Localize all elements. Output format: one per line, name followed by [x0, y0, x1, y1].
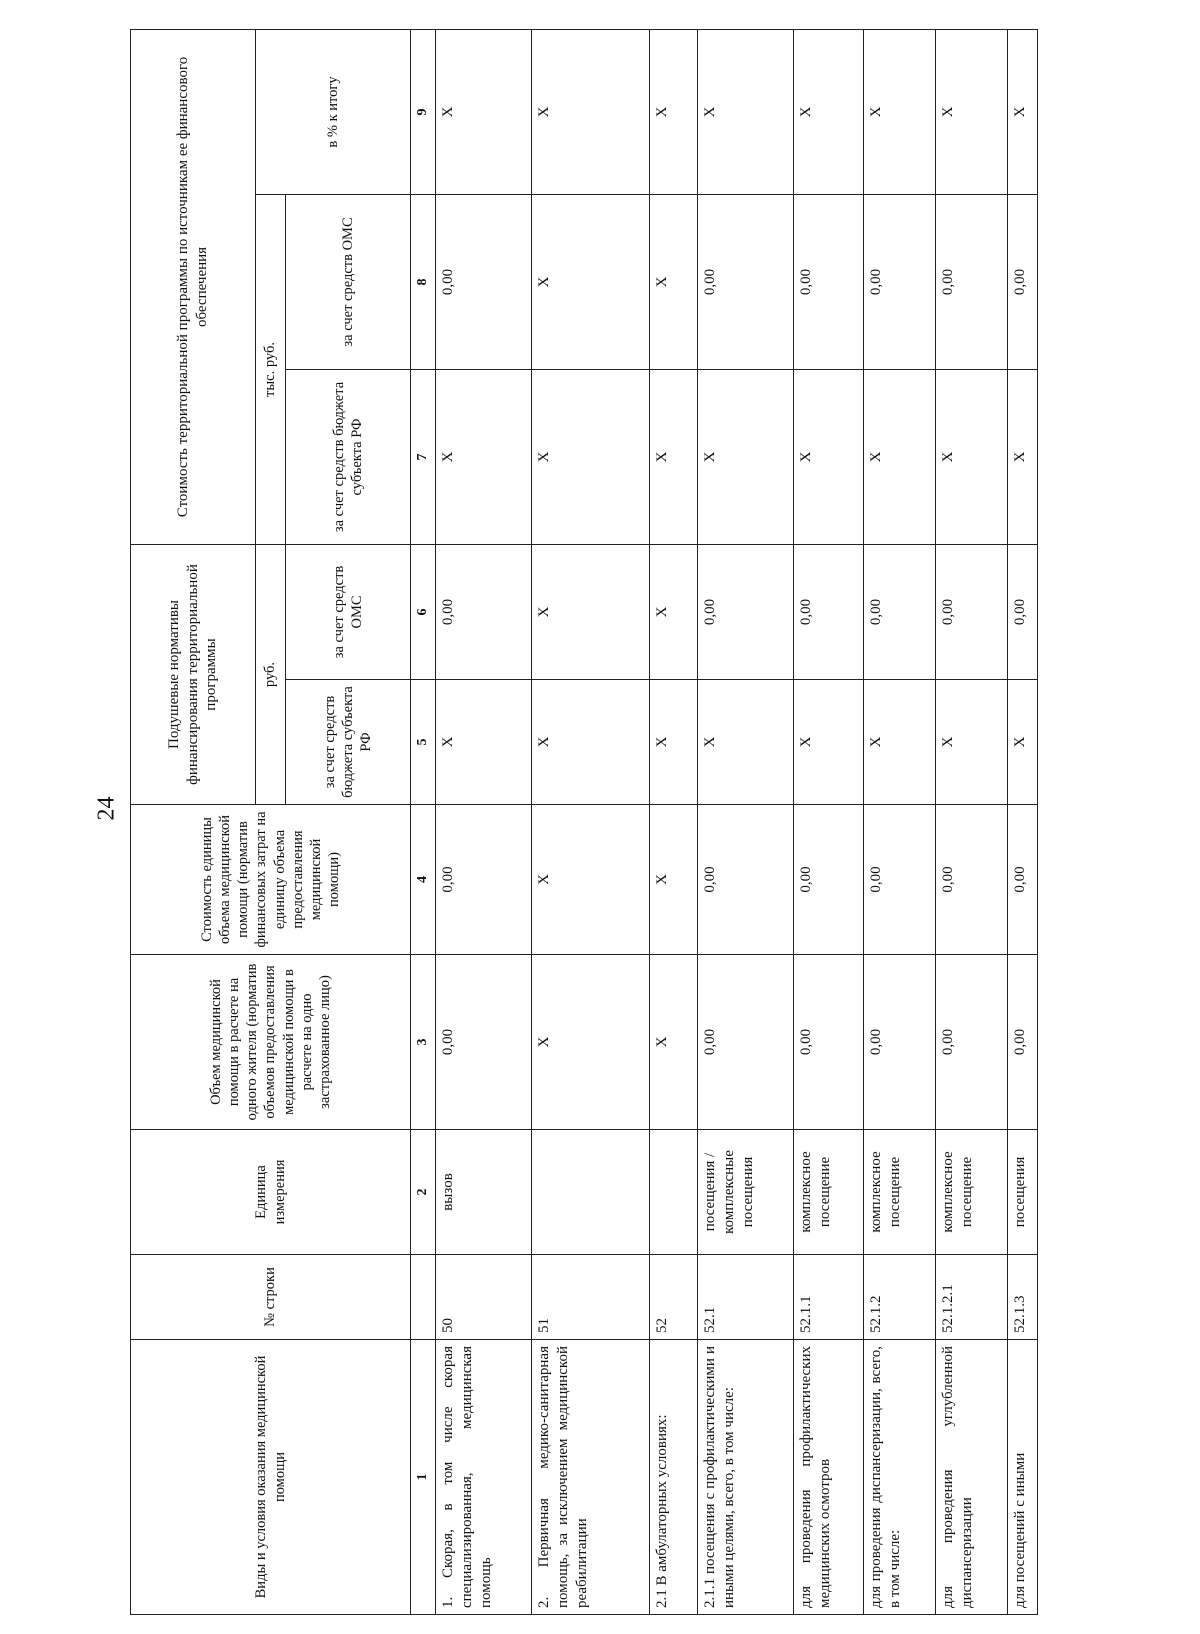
cell-unit: комплексное посещение	[936, 1130, 1008, 1255]
cell-budget-cost: X	[532, 369, 650, 544]
cell-row-number: 52.1	[698, 1255, 794, 1340]
cell-percent-total: X	[936, 29, 1008, 194]
header-kind: Виды и условия оказания медицинской помощи	[131, 1340, 411, 1615]
cell-volume: 0,00	[1008, 955, 1038, 1130]
table-row	[936, 29, 1008, 1614]
cell-budget-norm: X	[436, 680, 532, 805]
col-number: 1	[411, 1340, 436, 1615]
cell-kind: 1. Скорая, в том числе скорая специализированная, медицинская помощь	[436, 1340, 532, 1615]
table-row	[532, 29, 650, 1614]
cell-volume: 0,00	[864, 955, 936, 1130]
header-oms-cost: за счет средств ОМС	[286, 194, 411, 369]
header-budget-cost: за счет средств бюджета субъекта РФ	[286, 369, 411, 544]
header-unit-thous-rub: тыс. руб.	[256, 194, 286, 544]
cell-unit-cost: 0,00	[1008, 805, 1038, 955]
column-number-row	[411, 29, 436, 1614]
col-number: 5	[411, 680, 436, 805]
cell-unit: вызов	[436, 1130, 532, 1255]
cell-kind: для проведения углубленной диспансеризации	[936, 1340, 1008, 1615]
cell-budget-cost: X	[436, 369, 532, 544]
cell-budget-norm: X	[794, 680, 864, 805]
cell-oms-norm: 0,00	[794, 544, 864, 679]
cell-oms-cost: X	[532, 194, 650, 369]
cell-kind: для посещений с иными	[1008, 1340, 1038, 1615]
col-number: 7	[411, 369, 436, 544]
cell-unit	[650, 1130, 698, 1255]
cell-unit-cost: 0,00	[436, 805, 532, 955]
cell-budget-cost: X	[650, 369, 698, 544]
cell-oms-cost: 0,00	[698, 194, 794, 369]
cell-kind: для проведения профилактических медицинских осмотров	[794, 1340, 864, 1615]
cell-row-number: 52.1.3	[1008, 1255, 1038, 1340]
cell-budget-norm: X	[864, 680, 936, 805]
cell-oms-cost: 0,00	[1008, 194, 1038, 369]
cell-oms-cost: 0,00	[794, 194, 864, 369]
cell-budget-norm: X	[1008, 680, 1038, 805]
cell-oms-cost: 0,00	[436, 194, 532, 369]
cell-percent-total: X	[532, 29, 650, 194]
cell-unit-cost: X	[650, 805, 698, 955]
cell-oms-cost: X	[650, 194, 698, 369]
header-percent-total: в % к итогу	[256, 29, 411, 194]
table-row	[864, 29, 936, 1614]
cell-row-number: 52.1.2.1	[936, 1255, 1008, 1340]
cell-unit-cost: 0,00	[698, 805, 794, 955]
col-number: 9	[411, 29, 436, 194]
cell-unit: посещения / комплексные посещения	[698, 1130, 794, 1255]
cell-percent-total: X	[794, 29, 864, 194]
header-oms-norm: за счет средств ОМС	[286, 544, 411, 679]
header-unit-rub: руб.	[256, 544, 286, 804]
table-row	[698, 29, 794, 1614]
cell-oms-norm: X	[650, 544, 698, 679]
header-per-capita-norms: Подушевые нормативы финансирования территориальной программы	[131, 544, 256, 804]
cell-budget-cost: X	[936, 369, 1008, 544]
col-number: 3	[411, 955, 436, 1130]
cell-row-number: 51	[532, 1255, 650, 1340]
col-number: 2	[411, 1130, 436, 1255]
cell-oms-norm: 0,00	[1008, 544, 1038, 679]
cell-kind: для проведения диспансеризации, всего, в том числе:	[864, 1340, 936, 1615]
header-volume: Объем медицинской помощи в расчете на одного жителя (норматив объемов предоставления медицинской помощи в расчете на одно застрахованное лицо)	[131, 955, 411, 1130]
cell-kind: 2.1 В амбулаторных условиях:	[650, 1340, 698, 1615]
cell-budget-cost: X	[1008, 369, 1038, 544]
cell-kind: 2.1.1 посещения с профилактическими и иными целями, всего, в том числе:	[698, 1340, 794, 1615]
cell-percent-total: X	[436, 29, 532, 194]
cell-oms-cost: 0,00	[936, 194, 1008, 369]
cell-unit: комплексное посещение	[794, 1130, 864, 1255]
header-unit: Единица измерения	[131, 1130, 411, 1255]
cell-row-number: 50	[436, 1255, 532, 1340]
header-budget-norm: за счет средств бюджета субъекта РФ	[286, 680, 411, 805]
cell-row-number: 52.1.1	[794, 1255, 864, 1340]
table-row	[650, 29, 698, 1614]
table-body	[436, 29, 1038, 1614]
rotated-table-container	[130, 30, 1028, 1615]
cell-row-number: 52	[650, 1255, 698, 1340]
table-row	[1008, 29, 1038, 1614]
cell-oms-norm: 0,00	[436, 544, 532, 679]
cell-budget-cost: X	[864, 369, 936, 544]
cell-volume: 0,00	[936, 955, 1008, 1130]
table-row	[794, 29, 864, 1614]
cell-oms-cost: 0,00	[864, 194, 936, 369]
cell-budget-cost: X	[698, 369, 794, 544]
col-number	[411, 1255, 436, 1340]
cell-unit	[532, 1130, 650, 1255]
header-unit-cost: Стоимость единицы объема медицинской помощи (норматив финансовых затрат на единицу объема предоставления медицинской помощи)	[131, 805, 411, 955]
cell-percent-total: X	[1008, 29, 1038, 194]
table-header	[131, 29, 436, 1614]
cell-percent-total: X	[698, 29, 794, 194]
cell-row-number: 52.1.2	[864, 1255, 936, 1340]
cell-budget-norm: X	[936, 680, 1008, 805]
cell-unit-cost: 0,00	[936, 805, 1008, 955]
col-number: 8	[411, 194, 436, 369]
col-number: 6	[411, 544, 436, 679]
cell-volume: 0,00	[698, 955, 794, 1130]
cell-volume: X	[650, 955, 698, 1130]
cell-oms-norm: 0,00	[936, 544, 1008, 679]
header-row-number: № строки	[131, 1255, 411, 1340]
table-row	[436, 29, 532, 1614]
cell-volume: 0,00	[794, 955, 864, 1130]
cell-kind: 2. Первичная медико-санитарная помощь, за исключением медицинской реабилитации	[532, 1340, 650, 1615]
cell-budget-cost: X	[794, 369, 864, 544]
cell-budget-norm: X	[650, 680, 698, 805]
financing-table	[130, 29, 1038, 1615]
cell-unit-cost: 0,00	[794, 805, 864, 955]
cell-budget-norm: X	[698, 680, 794, 805]
cell-oms-norm: X	[532, 544, 650, 679]
cell-budget-norm: X	[532, 680, 650, 805]
cell-oms-norm: 0,00	[864, 544, 936, 679]
cell-unit: комплексное посещение	[864, 1130, 936, 1255]
cell-percent-total: X	[864, 29, 936, 194]
header-program-cost: Стоимость территориальной программы по источникам ее финансового обеспечения	[131, 29, 256, 544]
page-number: 24	[93, 796, 120, 821]
cell-unit-cost: X	[532, 805, 650, 955]
cell-oms-norm: 0,00	[698, 544, 794, 679]
cell-unit-cost: 0,00	[864, 805, 936, 955]
cell-unit: посещения	[1008, 1130, 1038, 1255]
col-number: 4	[411, 805, 436, 955]
cell-volume: X	[532, 955, 650, 1130]
cell-volume: 0,00	[436, 955, 532, 1130]
cell-percent-total: X	[650, 29, 698, 194]
